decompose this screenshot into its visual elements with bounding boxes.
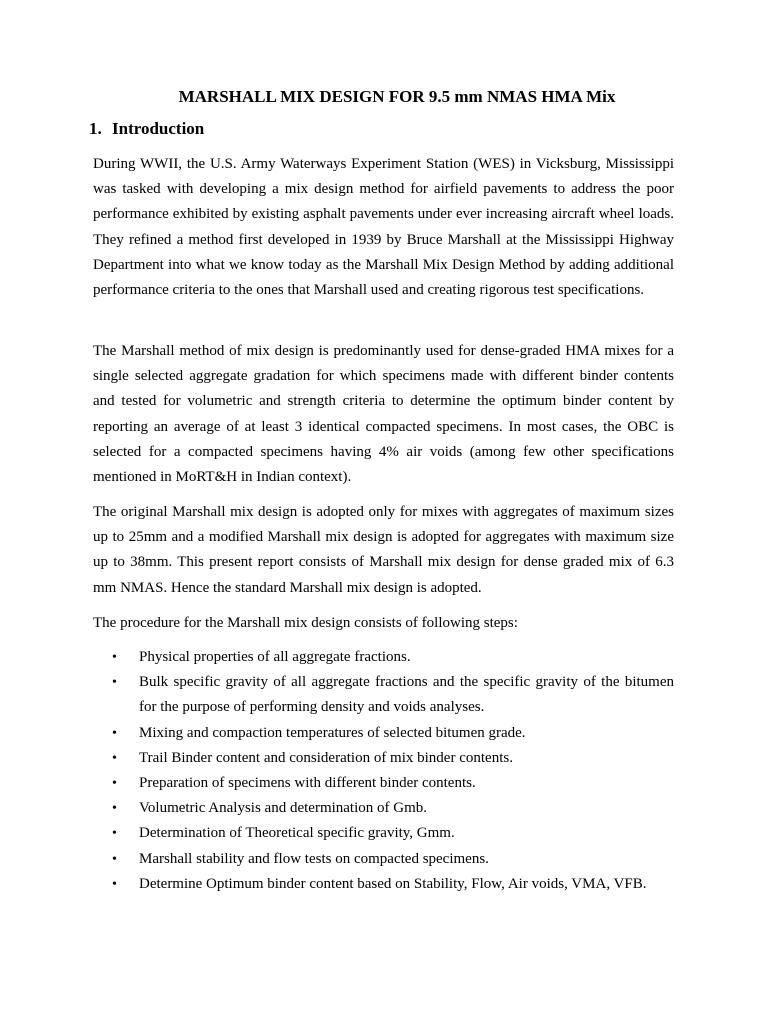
list-item-text: Trail Binder content and consideration of mix binder contents. [139,749,513,766]
list-item [93,847,674,872]
bullet-icon: • [112,675,117,691]
paragraph-wwii-history: During WWII, the U.S. Army Waterways Experiment Station (WES) in Vicksburg, Mississippi was tasked with developing a mix design method for airfield pavements to address the poor performance exhibited by existing asphalt pavements under ever increasing aircraft wheel loads. They refined a method first developed in 1939 by Bruce Marshall at the Mississippi Highway Department into what we know today as the Marshall Mix Design Method by adding additional performance criteria to the ones that Marshall used and creating rigorous test specifications. [93,156,674,299]
list-item [93,796,674,821]
list-item [93,746,674,771]
bullet-icon: • [112,776,117,792]
list-item-text: Bulk specific gravity of all aggregate fractions and the specific gravity of the bitumen for the purpose of performing density and voids analyses. [139,674,674,716]
paragraph-procedure-intro: The procedure for the Marshall mix design consists of following steps: [93,615,518,631]
list-item-text: Determine Optimum binder content based on Stability, Flow, Air voids, VMA, VFB. [139,875,647,892]
section-number: 1. [89,119,102,138]
list-item [93,771,674,796]
bullet-icon: • [112,826,117,842]
list-item-text: Mixing and compaction temperatures of selected bitumen grade. [139,724,526,741]
bullet-icon: • [112,725,117,741]
bullet-icon: • [112,650,117,665]
list-item-text: Determination of Theoretical specific gravity, Gmm. [139,825,455,842]
list-item [93,670,674,720]
bullet-icon: • [112,750,117,766]
list-item [93,645,674,670]
list-item-text: Physical properties of all aggregate fractions. [139,649,411,665]
list-item [93,872,674,897]
section-title: Introduction [112,119,205,138]
list-item-text: Preparation of specimens with different binder contents. [139,775,476,792]
bullet-icon: • [112,851,117,867]
section-heading [89,118,204,140]
paragraph-marshall-method: The Marshall method of mix design is predominantly used for dense-graded HMA mixes for a single selected aggregate gradation for which specimens made with different binder contents and tested for volumetric and strength criteria to determine the optimum binder content by reporting an average of at least 3 identical compacted specimens. In most cases, the OBC is selected for a compacted specimens having 4% air voids (among few other specifications mentioned in MoRT&H in Indian context). [93,343,674,486]
bullet-icon: • [112,801,117,817]
paragraph-original-marshall: The original Marshall mix design is adopted only for mixes with aggregates of maximum sizes up to 25mm and a modified Marshall mix design is adopted for aggregates with maximum size up to 38mm. This present report consists of Marshall mix design for dense graded mix of 6.3 mm NMAS. Hence the standard Marshall mix design is adopted. [93,504,674,596]
document-title: MARSHALL MIX DESIGN FOR 9.5 mm NMAS HMA Mix [178,87,616,106]
procedure-steps-list [93,645,674,897]
list-item-text: Volumetric Analysis and determination of Gmb. [139,800,428,817]
list-item [93,721,674,746]
list-item [93,821,674,846]
bullet-icon: • [112,876,117,892]
list-item-text: Marshall stability and flow tests on compacted specimens. [139,850,489,867]
